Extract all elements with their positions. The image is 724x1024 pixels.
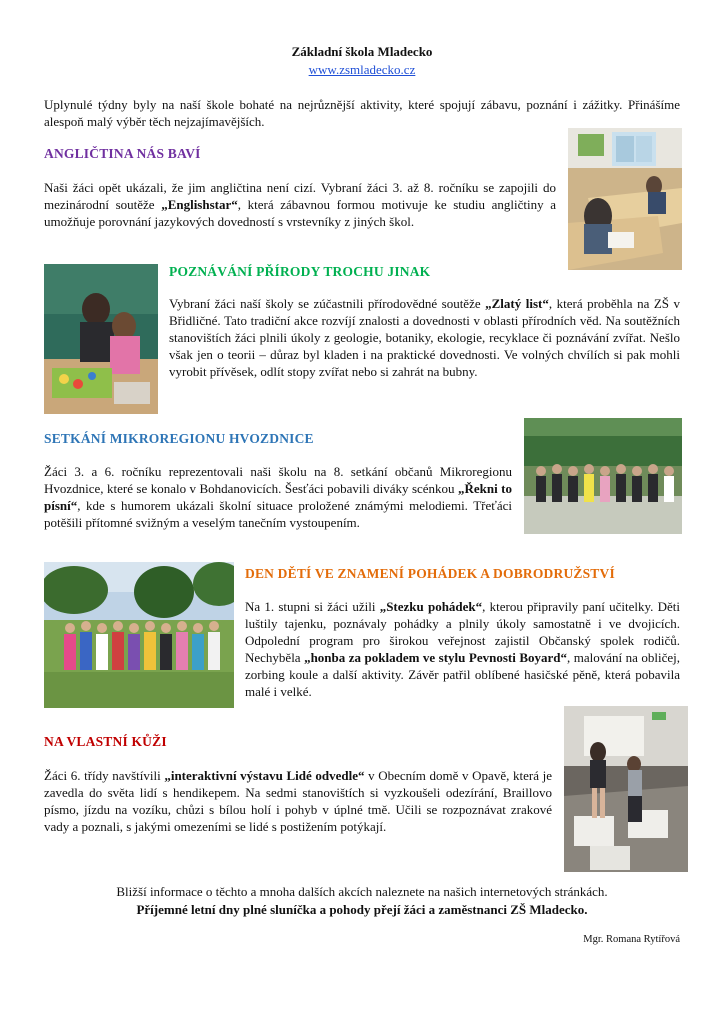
section-heading-own-skin: NA VLASTNÍ KŮŽI bbox=[44, 734, 167, 749]
section-heading-nature: POZNÁVÁNÍ PŘÍRODY TROCHU JINAK bbox=[169, 264, 431, 279]
school-name: Základní škola Mladecko bbox=[291, 44, 433, 59]
intro-paragraph: Uplynulé týdny byly na naší škole bohaté na nejrůznější aktivity, které spojují zábavu, poznání i zážitky. Přinášíme alespoň malý výběr těch nejzajímavějších. bbox=[44, 97, 680, 129]
section-heading-microregion: SETKÁNÍ MIKROREGIONU HVOZDNICE bbox=[44, 431, 314, 446]
photo-exhibition bbox=[564, 706, 688, 872]
signature: Mgr. Romana Rytířová bbox=[583, 934, 680, 945]
section-text-microregion: Žáci 3. a 6. ročníku reprezentovali naši školu na 8. setkání občanů Mikroregionu Hvozdnice, které se konalo v Bohdanovicích. Šesťáci pobavili diváky scénkou „Řekni to písní“, kde s humorem ukázali školní situace proložené známými melodiemi. Třeťáci potěšili přítomné svižným a veselým tanečním vystoupením. bbox=[44, 464, 513, 530]
photo-nature-competition bbox=[44, 264, 158, 414]
section-text-nature: Vybraní žáci naší školy se zúčastnili přírodovědné soutěže „Zlatý list“, která proběhla na ZŠ v Břidličné. Tato tradiční akce rozvíjí znalosti a dovednosti v oblasti přírodních věd. Na soutěžních stanovištích žáci plnili úkoly z geologie, botaniky, ekologie, recyklace či poznávání zvířat. Nešlo však jen o teorii – důraz byl kladen i na praktické dovednosti. Ve volných chvílích si pak mohli vyrobit přívěsek, odlít stopy zvířat nebo si zahrát na bubny. bbox=[169, 296, 681, 379]
section-text-childrens-day: Na 1. stupni si žáci užili „Stezku pohádek“, kterou připravily paní učitelky. Děti luštily tajenku, poznávaly pohádky a plnily úkoly samostatně i ve dvojicích. Odpolední program pro širokou veřejnost zajistil Občanský spolek rodičů. Nechyběla „honba za pokladem ve stylu Pevnosti Boyard“, malování na obličej, zorbing koule a další aktivity. Závěr patřil oblíbené hasičské pěně, která pobavila malé i velké. bbox=[245, 599, 680, 699]
footer-info: Bližší informace o těchto a mnoha dalších akcích naleznete na našich internetových stránkách. bbox=[116, 884, 608, 899]
section-text-own-skin: Žáci 6. třídy navštívili „interaktivní výstavu Lidé odvedle“ v Obecním domě v Opavě, která je zavedla do světa lidí s hendikepem. Na sedmi stanovištích si vyzkoušeli odezírání, Braillovo písmo, jízdu na vozíku, chůzi s bílou holí i pohyb v úplné tmě. Učili se rozpoznávat zrakové vady a poznali, s jakými omezeními se lidé s postižením potýkají. bbox=[44, 768, 552, 834]
section-text-english: Naši žáci opět ukázali, že jim angličtina není cizí. Vybraní žáci 3. až 8. ročníku se zapojili do mezinárodní soutěže „Englishstar“, která zábavnou formou motivuje ke studiu angličtiny a umožňuje porovnání jazykových dovedností s vrstevníky z jiných škol. bbox=[44, 180, 556, 229]
photo-microregion-meeting bbox=[524, 418, 682, 534]
photo-english-classroom bbox=[568, 128, 682, 270]
section-heading-english: ANGLIČTINA NÁS BAVÍ bbox=[44, 146, 201, 161]
footer-greeting: Příjemné letní dny plné sluníčka a pohody přejí žáci a zaměstnanci ZŠ Mladecko. bbox=[136, 902, 588, 917]
section-heading-childrens-day: DEN DĚTÍ VE ZNAMENÍ POHÁDEK A DOBRODRUŽSTVÍ bbox=[245, 566, 615, 581]
photo-childrens-day bbox=[44, 562, 234, 708]
website-link[interactable]: www.zsmladecko.cz bbox=[308, 62, 416, 77]
